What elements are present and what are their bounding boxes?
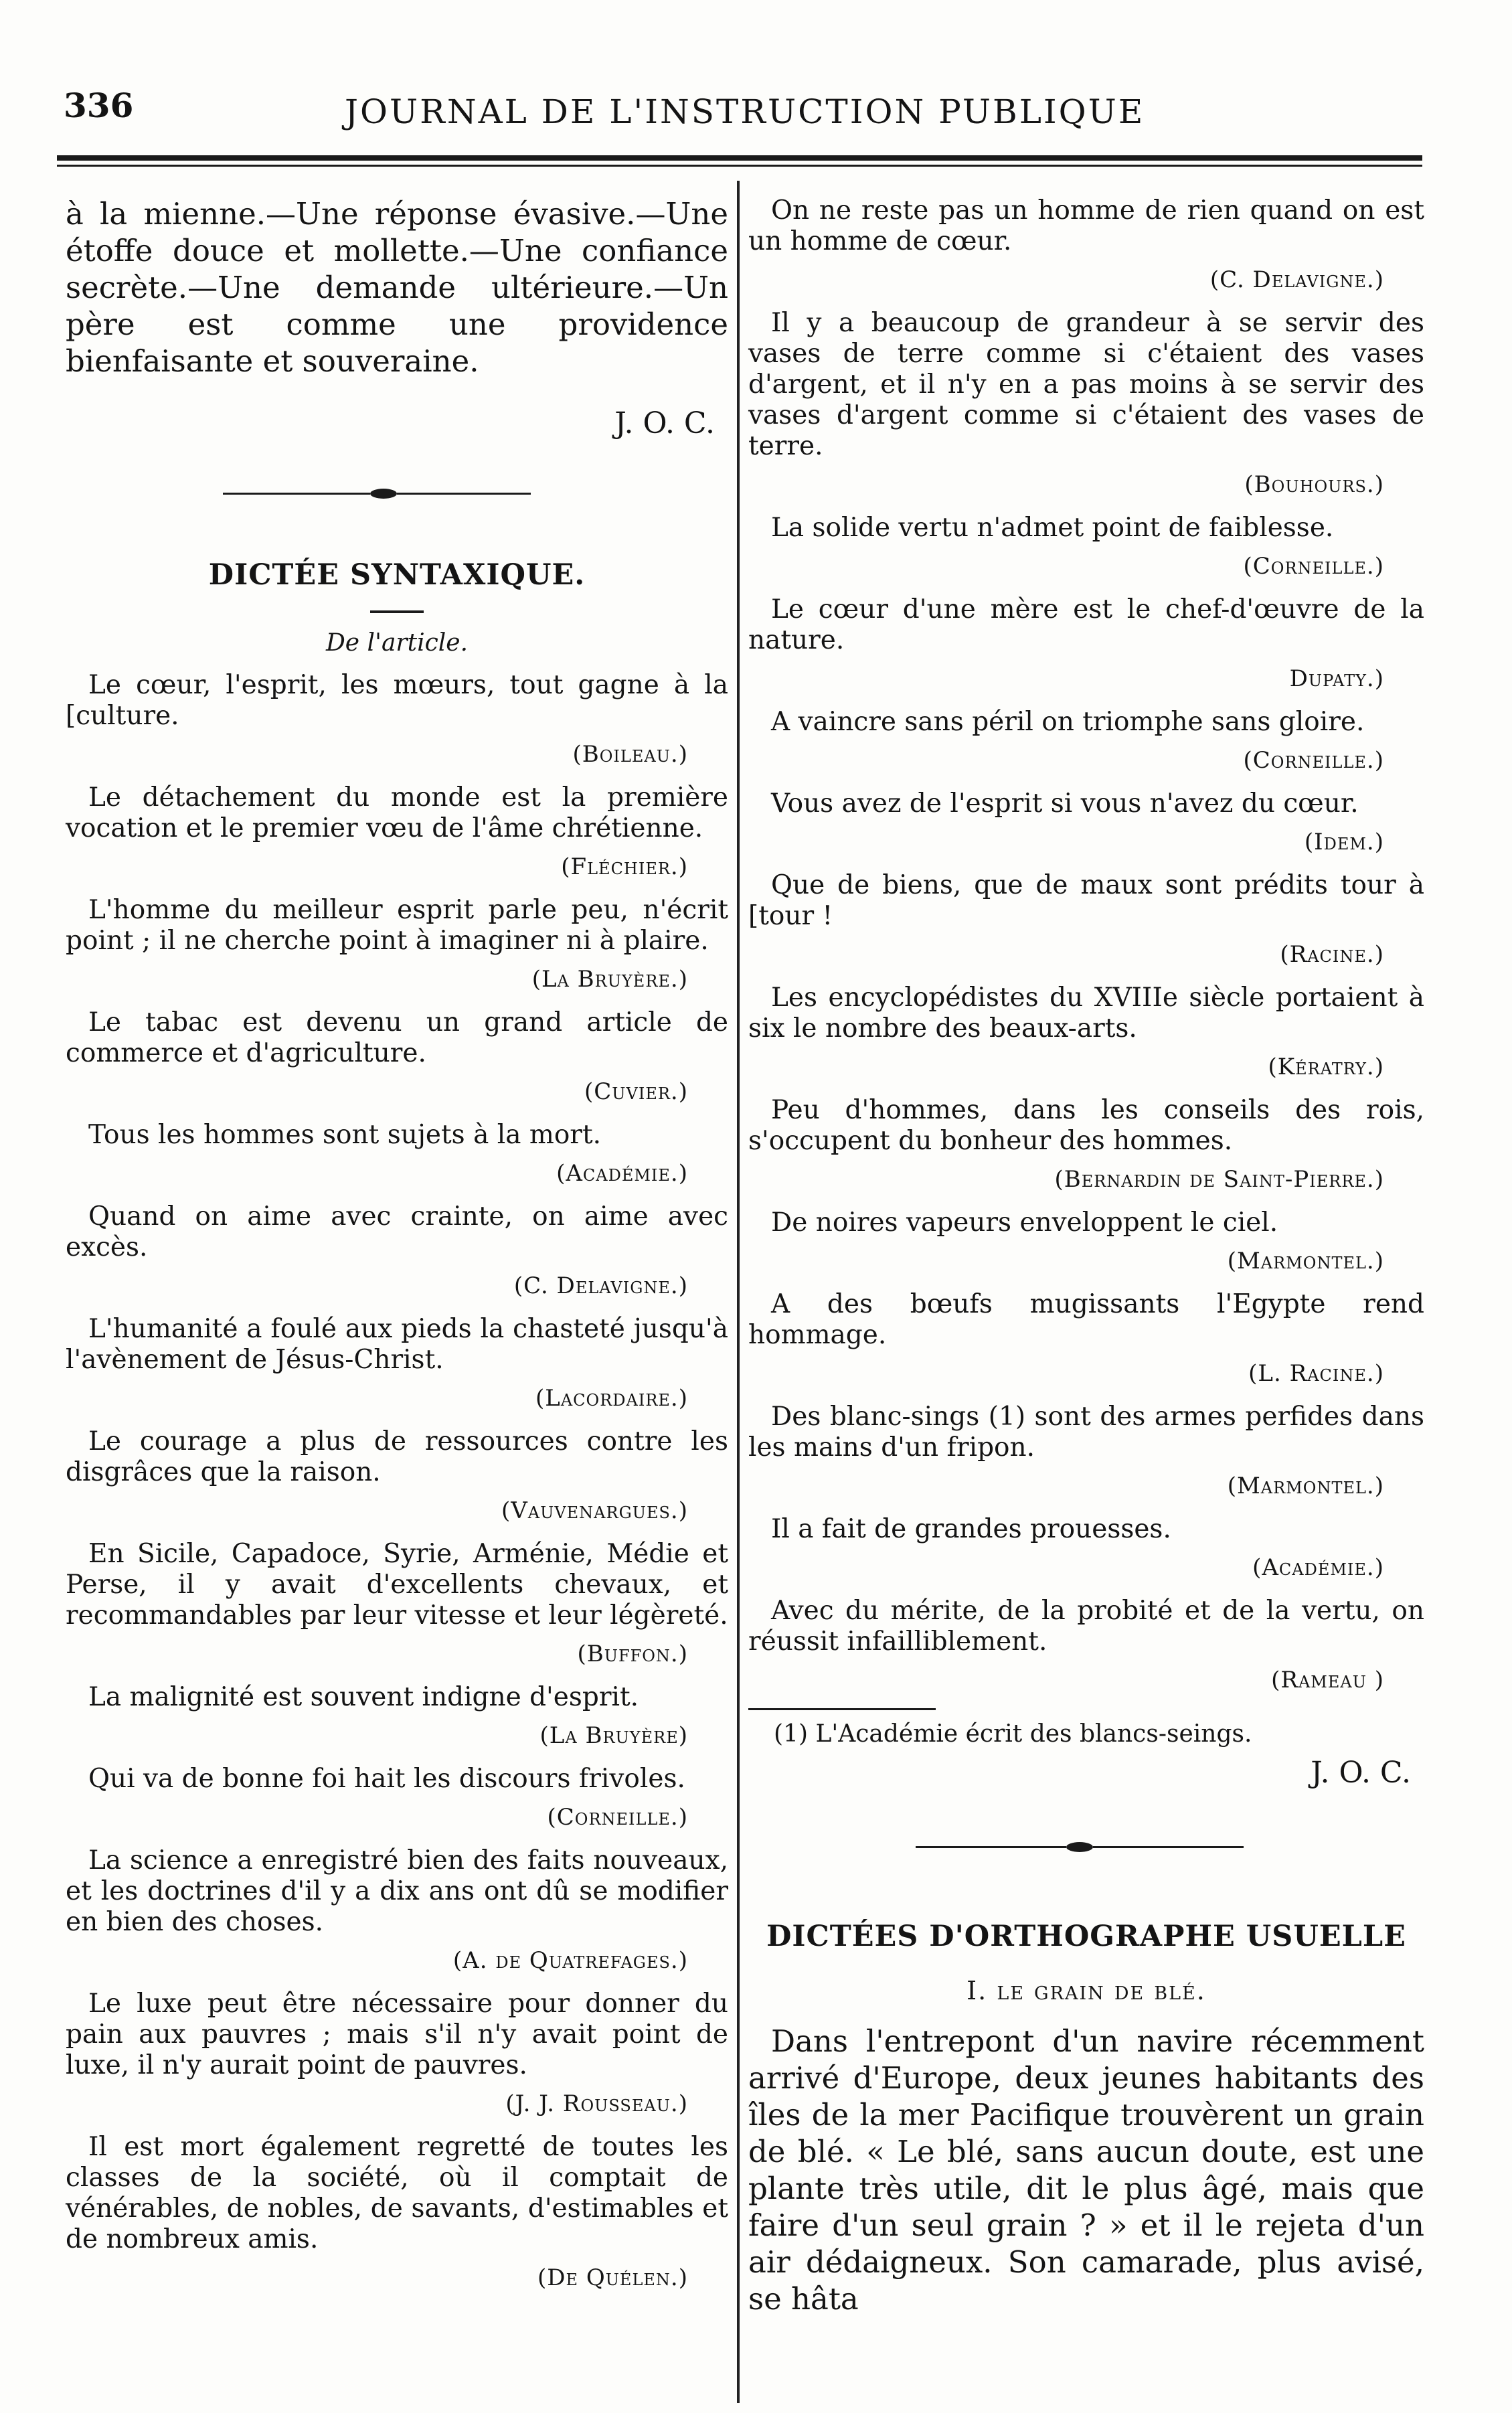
page-header — [64, 86, 1429, 146]
dictation-sentence: On ne reste pas un homme de rien quand on est un homme de cœur. — [748, 195, 1424, 256]
dictation-sentence: De noires vapeurs enveloppent le ciel. — [771, 1208, 1278, 1238]
dictation-sentence: Le luxe peut être nécessaire pour donner du pain aux pauvres ; mais s'il n'y avait point de luxe, il n'y aurait point de pauvres. — [66, 1989, 728, 2080]
dictation-sentence: L'homme du meilleur esprit parle peu, n'écrit point ; il ne cherche point à imaginer ni à plaire. — [66, 895, 728, 956]
sentence-source: (Buffon.) — [577, 1641, 688, 1667]
section-title: DICTÉE SYNTAXIQUE. — [208, 558, 586, 592]
sentence-source: (La Bruyère.) — [531, 966, 688, 993]
section-subtitle: De l'article. — [325, 629, 469, 657]
column-divider — [737, 181, 740, 2403]
dictation-sentence: A vaincre sans péril on triomphe sans gloire. — [771, 707, 1365, 737]
dictation-sentence: L'humanité a foulé aux pieds la chasteté jusqu'à l'avènement de Jésus-Christ. — [66, 1314, 728, 1375]
section-ornament — [66, 489, 728, 499]
dictation-sentence: Qui va de bonne foi hait les discours frivoles. — [88, 1764, 685, 1794]
sentence-source: (Boileau.) — [572, 741, 688, 768]
title-rule — [370, 610, 424, 613]
dictation-sentence: Le cœur, l'esprit, les mœurs, tout gagne à la [culture. — [66, 670, 728, 731]
sentence-source: (Idem.) — [1304, 829, 1384, 855]
section-title: DICTÉES D'ORTHOGRAPHE USUELLE — [766, 1920, 1406, 1953]
dictation-sentence: Avec du mérite, de la probité et de la vertu, on réussit infailliblement. — [748, 1596, 1424, 1657]
story-title: I. le grain de blé. — [967, 1976, 1206, 2005]
dictation-sentence: La science a enregistré bien des faits nouveaux, et les doctrines d'il y a dix ans ont dû se modifier en bien des choses. — [66, 1845, 728, 1937]
footnote: (1) L'Académie écrit des blancs-seings. — [774, 1720, 1252, 1748]
left-column — [66, 195, 728, 2306]
footnote-rule — [748, 1708, 936, 1710]
sentence-source: (Corneille.) — [1243, 553, 1384, 580]
sentence-source: (Cuvier.) — [584, 1078, 688, 1105]
dictation-sentence: Des blanc-sings (1) sont des armes perfides dans les mains d'un fripon. — [748, 1402, 1424, 1463]
dictation-sentence: Il y a beaucoup de grandeur à se servir des vases de terre comme si c'étaient des vases d'argent, et il n'y en a pas moins à se servir des vases d'argent comme si c'étaient des vases de terre. — [748, 308, 1424, 461]
dictation-sentence: En Sicile, Capadoce, Syrie, Arménie, Médie et Perse, il y avait d'excellents chevaux, et recommandables par leur vitesse et leur légèreté. — [66, 1539, 728, 1631]
dictation-sentence: La solide vertu n'admet point de faiblesse. — [771, 513, 1334, 543]
sentence-source: (Lacordaire.) — [535, 1385, 688, 1412]
section-ornament — [748, 1842, 1424, 1853]
sentence-source: (Marmontel.) — [1227, 1248, 1384, 1274]
story-paragraph: Dans l'entrepont d'un navire récemment arrivé d'Europe, deux jeunes habitants des îles de la mer Pacifique trouvèrent un grain de blé. « Le blé, sans aucun doute, est une plante très utile, dit le plus âgé, mais que faire d'un seul grain ? » et il le rejeta d'un air dédaigneux. Son camarade, plus avisé, se hâta — [748, 2023, 1424, 2317]
dictation-sentence: Il a fait de grandes prouesses. — [771, 1514, 1171, 1544]
sentence-source: (Bernardin de Saint-Pierre.) — [1054, 1166, 1384, 1193]
sentence-source: (C. Delavigne.) — [513, 1272, 688, 1299]
right-column — [748, 195, 1424, 2317]
sentence-source: (De Quélen.) — [537, 2264, 688, 2291]
sentence-source: (Racine.) — [1280, 941, 1384, 968]
sentence-source: (Kératry.) — [1268, 1054, 1384, 1080]
intro-paragraph: à la mienne.—Une réponse évasive.—Une étoffe douce et mollette.—Une confiance secrète.—Une demande ultérieure.—Un père est comme une providence bienfaisante et souveraine. — [66, 196, 728, 379]
sentence-source: (Académie.) — [1252, 1554, 1384, 1581]
dictation-sentence: A des bœufs mugissants l'Egypte rend hommage. — [748, 1289, 1424, 1350]
journal-title: JOURNAL DE L'INSTRUCTION PUBLIQUE — [345, 92, 1145, 131]
page-number: 336 — [64, 86, 134, 125]
dictation-sentence: Quand on aime avec crainte, on aime avec excès. — [66, 1201, 728, 1262]
sentence-source: (L. Racine.) — [1248, 1360, 1384, 1387]
sentence-source: (Rameau ) — [1271, 1667, 1384, 1693]
sentence-source: (Fléchier.) — [561, 853, 688, 880]
sentence-source: (C. Delavigne.) — [1209, 266, 1384, 293]
sentence-source: (La Bruyère) — [539, 1722, 688, 1749]
sentence-source: (Académie.) — [556, 1160, 688, 1187]
sentence-source: (J. J. Rousseau.) — [505, 2090, 688, 2117]
dictation-sentence: Que de biens, que de maux sont prédits tour à [tour ! — [748, 870, 1424, 931]
dictation-sentence: Le détachement du monde est la première vocation et le premier vœu de l'âme chrétienne. — [66, 782, 728, 843]
sentence-source: (A. de Quatrefages.) — [452, 1947, 688, 1974]
sentence-source: Dupaty.) — [1289, 665, 1384, 692]
dictation-sentence: Tous les hommes sont sujets à la mort. — [88, 1120, 602, 1150]
dictation-sentence: La malignité est souvent indigne d'esprit. — [88, 1682, 639, 1712]
section-signature: J. O. C. — [1311, 1756, 1411, 1790]
sentence-source: (Corneille.) — [1243, 747, 1384, 774]
dictation-sentence: Vous avez de l'esprit si vous n'avez du cœur. — [771, 788, 1359, 819]
dictation-sentence: Il est mort également regretté de toutes les classes de la société, où il comptait de vénérables, de nobles, de savants, d'estimables et de nombreux amis. — [66, 2132, 728, 2254]
header-rule — [57, 155, 1422, 161]
header-rule-thin — [57, 165, 1422, 167]
sentence-source: (Marmontel.) — [1227, 1473, 1384, 1499]
sentence-source: (Bouhours.) — [1244, 471, 1384, 498]
dictation-sentence: Les encyclopédistes du XVIIIe siècle portaient à six le nombre des beaux-arts. — [748, 983, 1424, 1044]
dictation-sentence: Le tabac est devenu un grand article de commerce et d'agriculture. — [66, 1007, 728, 1068]
intro-signature: J. O. C. — [614, 406, 715, 440]
dictation-sentence: Peu d'hommes, dans les conseils des rois, s'occupent du bonheur des hommes. — [748, 1095, 1424, 1156]
sentence-source: (Vauvenargues.) — [501, 1497, 688, 1524]
dictation-sentence: Le courage a plus de ressources contre les disgrâces que la raison. — [66, 1426, 728, 1487]
dictation-sentence: Le cœur d'une mère est le chef-d'œuvre de la nature. — [748, 594, 1424, 655]
sentence-source: (Corneille.) — [547, 1804, 688, 1831]
